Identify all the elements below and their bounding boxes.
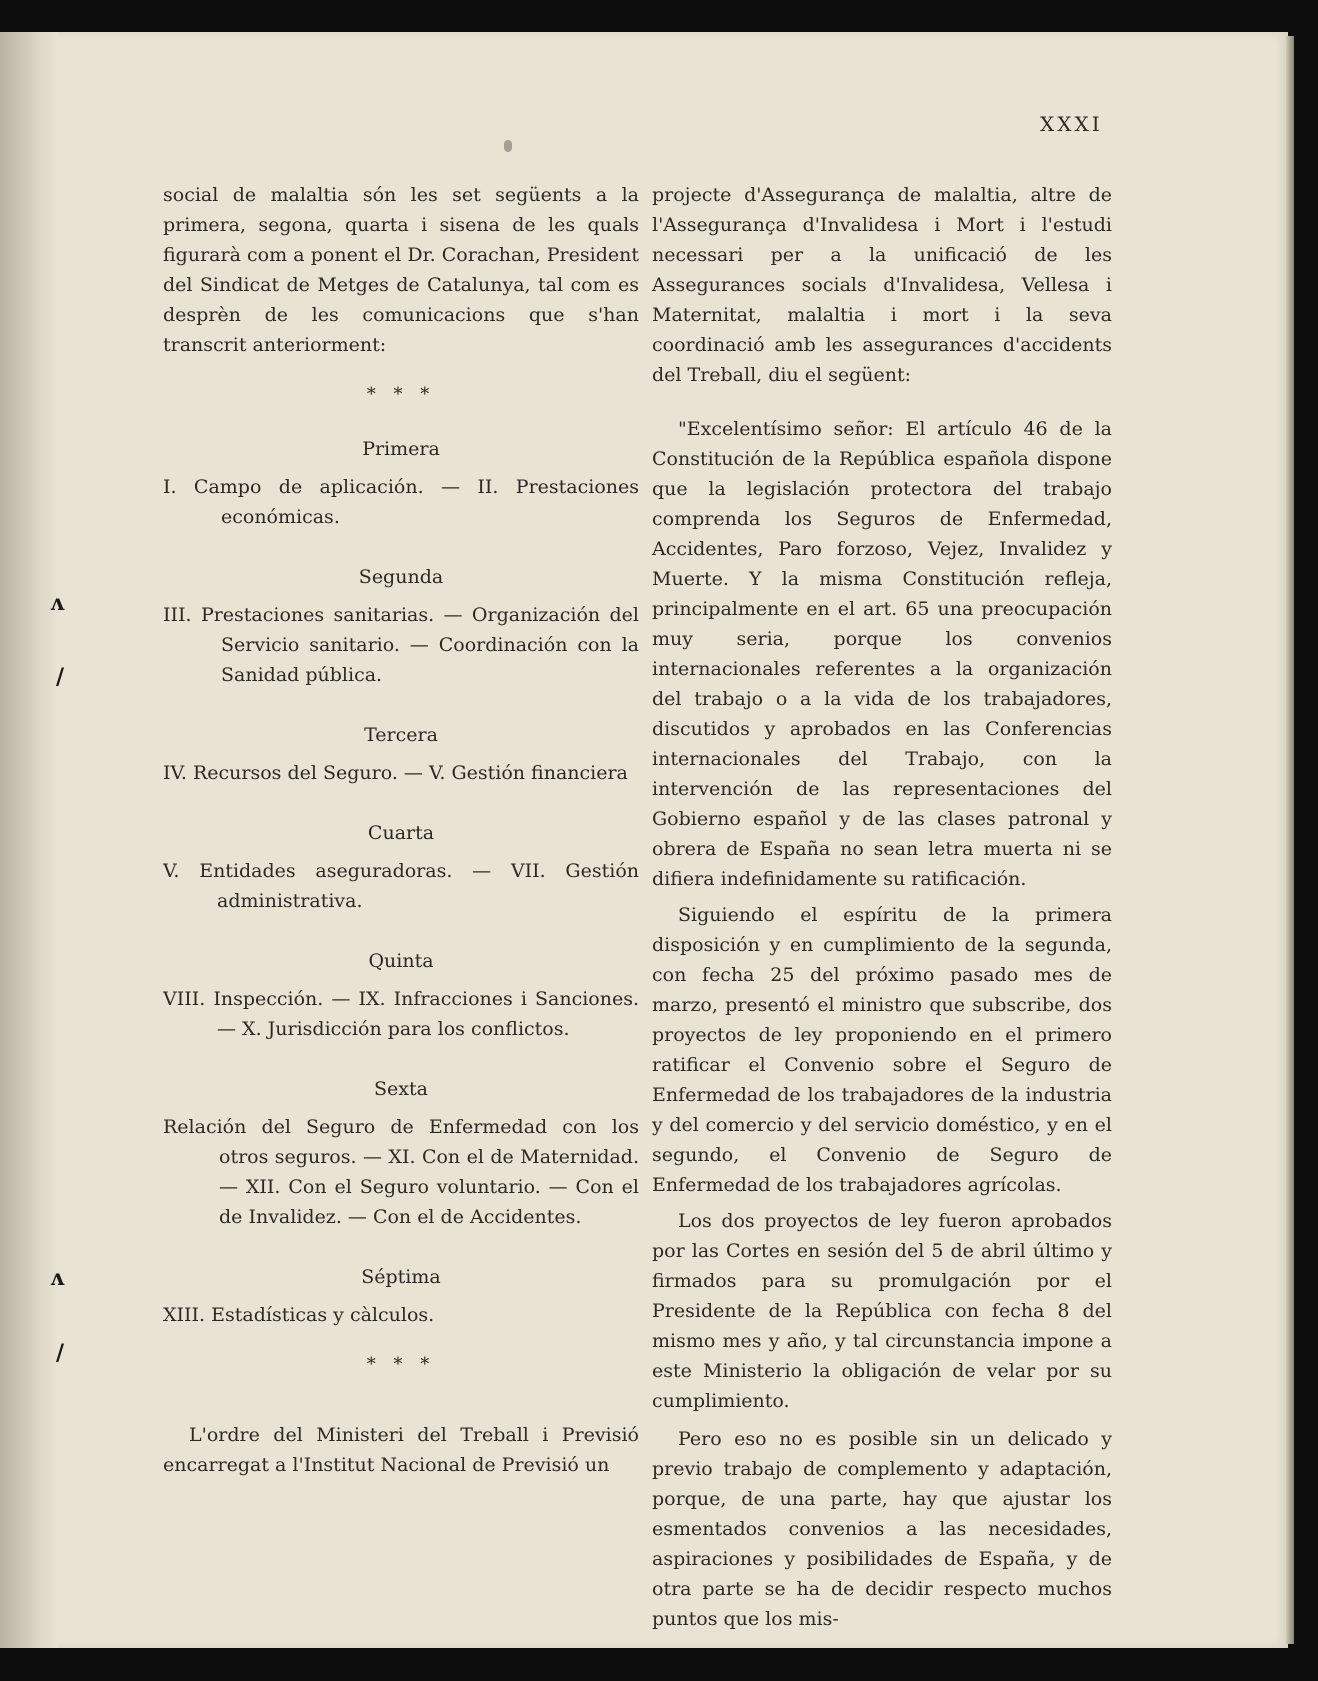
section-title: Segunda [358, 566, 444, 588]
body-paragraph: Siguiendo el espíritu de la primera disposición y en cumplimiento de la segunda, con fecha 25 del próximo pasado mes de marzo, presentó el ministro que subscribe, dos proyectos de ley proponiendo en el primero ratificar el Convenio sobre el Seguro de Enfermedad de los trabajadores de la industria y del comercio y del servicio doméstico, y en el segundo, el Convenio de Seguro de Enfermedad de los trabajadores agrícolas. [652, 904, 1112, 1196]
section-body: VIII. Inspección. — IX. Infracciones i Sanciones. — X. Jurisdicción para los conflictos. [163, 988, 639, 1040]
page-number: XXXI [1040, 112, 1103, 136]
margin-mark: ʌ [50, 590, 65, 616]
body-paragraph: Pero eso no es posible sin un delicado y previo trabajo de complemento y adaptación, porque, de una parte, hay que ajustar los esmentados convenios a las necesidades, aspiraciones y posibilidades de España, y de otra parte se ha de decidir respecto muchos puntos que los mis- [652, 1428, 1112, 1630]
intro-paragraph: social de malaltia són les set següents a la primera, segona, quarta i sisena de les quals figurarà com a ponent el Dr. Corachan, President del Sindicat de Metges de Catalunya, tal com es desprèn de les comunicacions que s'han transcrit anteriorment: [163, 184, 639, 356]
section-title: Sexta [374, 1078, 428, 1100]
section-body: V. Entidades aseguradoras. — VII. Gestión administrativa. [163, 860, 639, 912]
section-title: Primera [362, 438, 440, 460]
section-title: Séptima [361, 1266, 441, 1288]
section-body: IV. Recursos del Seguro. — V. Gestión financiera [163, 762, 628, 784]
body-paragraph: projecte d'Assegurança de malaltia, altre de l'Assegurança d'Invalidesa i Mort i l'estudi necessari per a la unificació de les Assegurances socials d'Invalidesa, Vellesa i Maternitat, malaltia i mort i la seva coordinació amb les assegurances d'accidents del Treball, diu el següent: [652, 184, 1112, 386]
margin-mark: / [56, 664, 65, 690]
section-body: I. Campo de aplicación. — II. Prestaciones económicas. [163, 476, 639, 528]
page-edge [1286, 36, 1294, 1644]
margin-mark: / [56, 1340, 65, 1366]
ink-smudge [504, 140, 512, 152]
right-column [652, 180, 1112, 1634]
body-paragraph: "Excelentísimo señor: El artículo 46 de la Constitución de la República española dispone que la legislación protectora del trabajo comprenda los Seguros de Enfermedad, Accidentes, Paro forzoso, Vejez, Invalidez y Muerte. Y la misma Constitución refleja, principalmente en el art. 65 una preocupación muy seria, porque los convenios internacionales referentes a la organización del trabajo o a la vida de los trabajadores, discutidos y aprobados en las Conferencias internacionales del Trabajo, con la intervención de las representaciones del Gobierno español y de las clases patronal y obrera de España no sean letra muerta ni se difiera indefinidamente su ratificación. [652, 418, 1112, 890]
closing-paragraph: L'ordre del Ministeri del Treball i Previsió encarregat a l'Institut Nacional de Previsió un [163, 1424, 639, 1476]
section-body: Relación del Seguro de Enfermedad con los otros seguros. — XI. Con el de Maternidad. — XII. Con el Seguro voluntario. — Con el de Invalidez. — Con el de Accidentes. [163, 1116, 639, 1228]
section-title: Tercera [364, 724, 438, 746]
left-column [163, 180, 639, 1480]
section-title: Quinta [368, 950, 434, 972]
section-body: XIII. Estadísticas y càlculos. [163, 1304, 435, 1326]
page-gutter [0, 32, 58, 1648]
section-divider: * * * [366, 384, 436, 405]
section-divider: * * * [366, 1354, 436, 1375]
body-paragraph: Los dos proyectos de ley fueron aprobados por las Cortes en sesión del 5 de abril último y firmados para su promulgación por el Presidente de la República con fecha 8 del mismo mes y año, y tal circunstancia impone a este Ministerio la obligación de velar por su cumplimiento. [652, 1210, 1112, 1412]
section-title: Cuarta [367, 822, 435, 844]
section-body: III. Prestaciones sanitarias. — Organización del Servicio sanitario. — Coordinación con la Sanidad pública. [163, 604, 639, 686]
margin-mark: ʌ [50, 1265, 65, 1291]
